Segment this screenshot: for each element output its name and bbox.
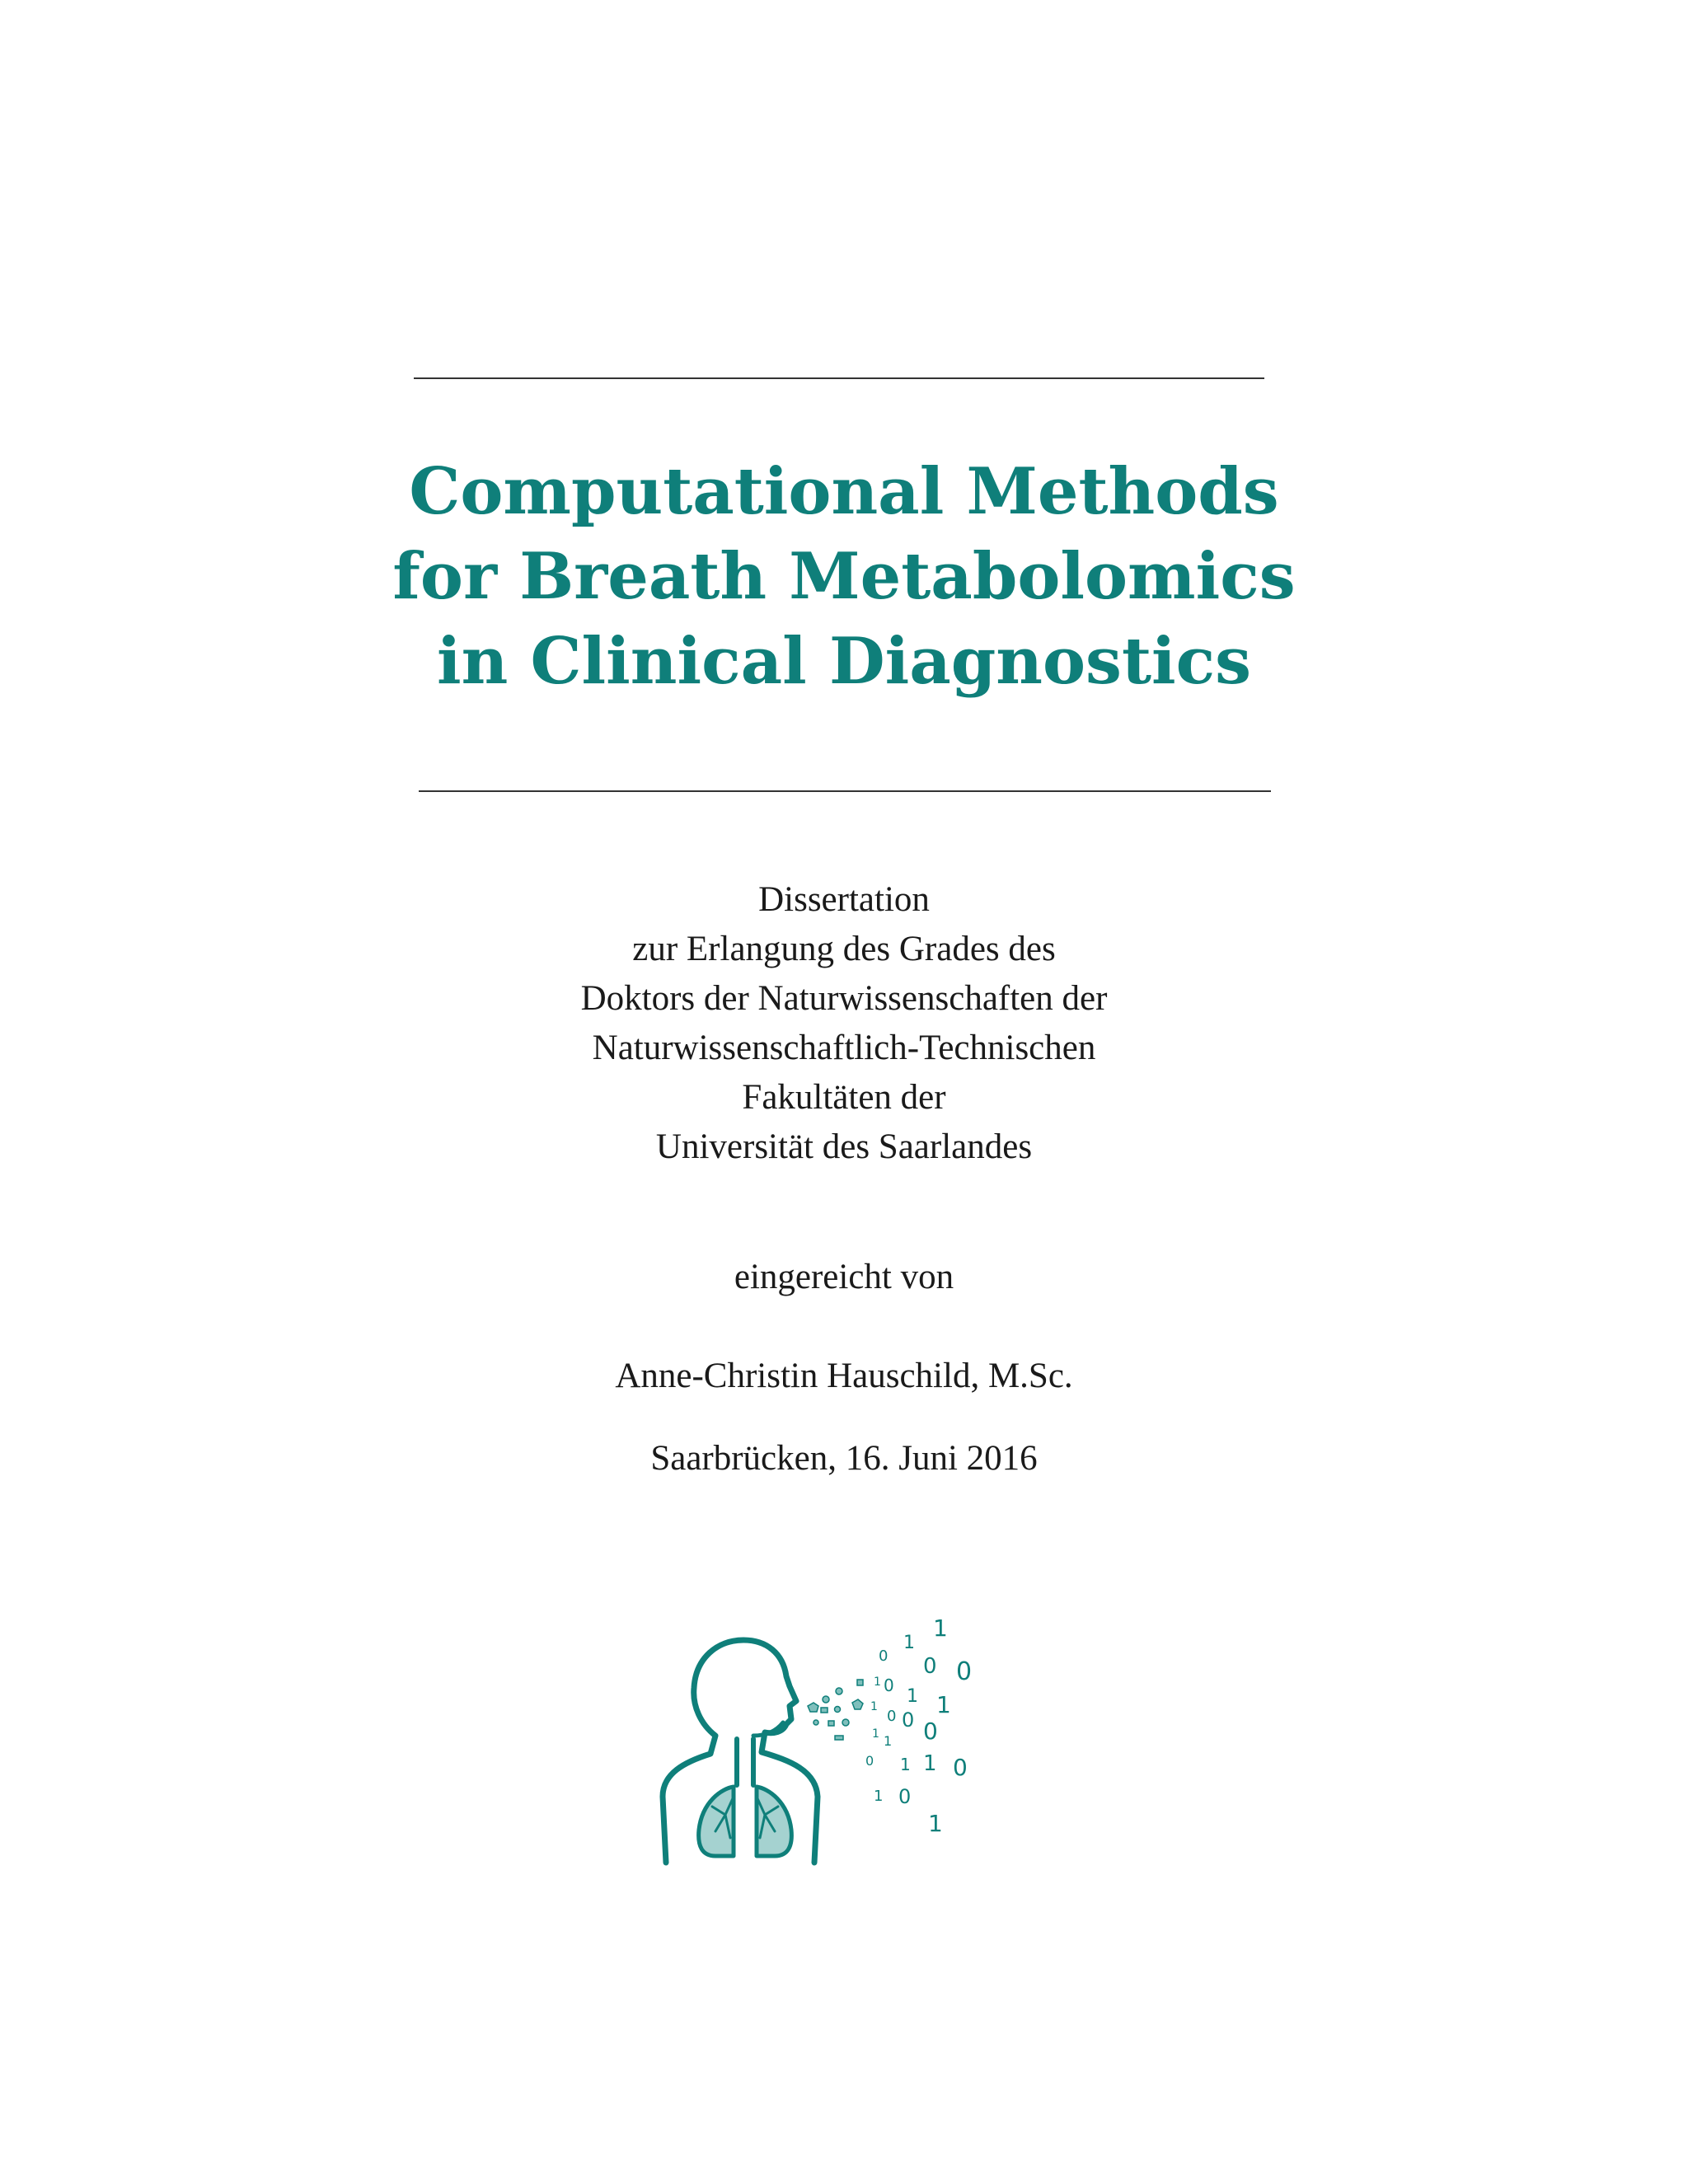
svg-text:1: 1 bbox=[936, 1691, 951, 1718]
title-line-3: in Clinical Diagnostics bbox=[436, 624, 1252, 699]
lungs-icon bbox=[699, 1787, 792, 1856]
svg-text:0: 0 bbox=[879, 1647, 889, 1665]
svg-text:0: 0 bbox=[923, 1718, 938, 1745]
svg-text:0: 0 bbox=[956, 1657, 973, 1686]
submitted-by: eingereicht von bbox=[734, 1258, 954, 1296]
title-line-1: Computational Methods bbox=[409, 454, 1279, 529]
svg-text:0: 0 bbox=[923, 1654, 937, 1679]
place-and-date: Saarbrücken, 16. Juni 2016 bbox=[650, 1439, 1038, 1478]
svg-text:0: 0 bbox=[865, 1753, 874, 1769]
title-line-2: for Breath Metabolomics bbox=[392, 539, 1296, 614]
svg-text:1: 1 bbox=[907, 1686, 918, 1707]
svg-text:1: 1 bbox=[874, 1675, 881, 1689]
breath-to-binary-icon bbox=[651, 1591, 1063, 1871]
svg-text:0: 0 bbox=[887, 1708, 897, 1725]
breath-particles bbox=[808, 1680, 863, 1740]
degree-statement bbox=[346, 875, 1342, 1172]
degree-line-3: Doktors der Naturwissenschaften der bbox=[580, 979, 1108, 1018]
svg-text:1: 1 bbox=[928, 1810, 943, 1837]
svg-text:1: 1 bbox=[872, 1727, 879, 1741]
svg-text:1: 1 bbox=[933, 1615, 948, 1642]
bottom-rule bbox=[419, 790, 1271, 792]
svg-text:1: 1 bbox=[903, 1633, 915, 1653]
svg-text:1: 1 bbox=[870, 1700, 878, 1713]
svg-text:0: 0 bbox=[902, 1708, 915, 1732]
svg-text:0: 0 bbox=[884, 1675, 894, 1695]
svg-text:1: 1 bbox=[900, 1755, 911, 1774]
degree-line-4: Naturwissenschaftlich-Technischen bbox=[592, 1029, 1096, 1067]
svg-text:1: 1 bbox=[874, 1788, 884, 1805]
svg-text:0: 0 bbox=[898, 1785, 912, 1808]
svg-text:1: 1 bbox=[923, 1751, 937, 1776]
degree-line-2: zur Erlangung des Grades des bbox=[632, 930, 1056, 968]
degree-line-1: Dissertation bbox=[758, 880, 930, 919]
person-silhouette bbox=[663, 1640, 818, 1863]
binary-digits bbox=[865, 1615, 972, 1837]
top-rule bbox=[414, 377, 1264, 379]
degree-line-6: Universität des Saarlandes bbox=[655, 1127, 1033, 1166]
svg-text:1: 1 bbox=[884, 1733, 893, 1749]
author-name: Anne-Christin Hauschild, M.Sc. bbox=[615, 1357, 1073, 1395]
degree-line-5: Fakultäten der bbox=[742, 1078, 946, 1117]
thesis-title bbox=[346, 449, 1342, 704]
svg-text:0: 0 bbox=[953, 1754, 968, 1781]
